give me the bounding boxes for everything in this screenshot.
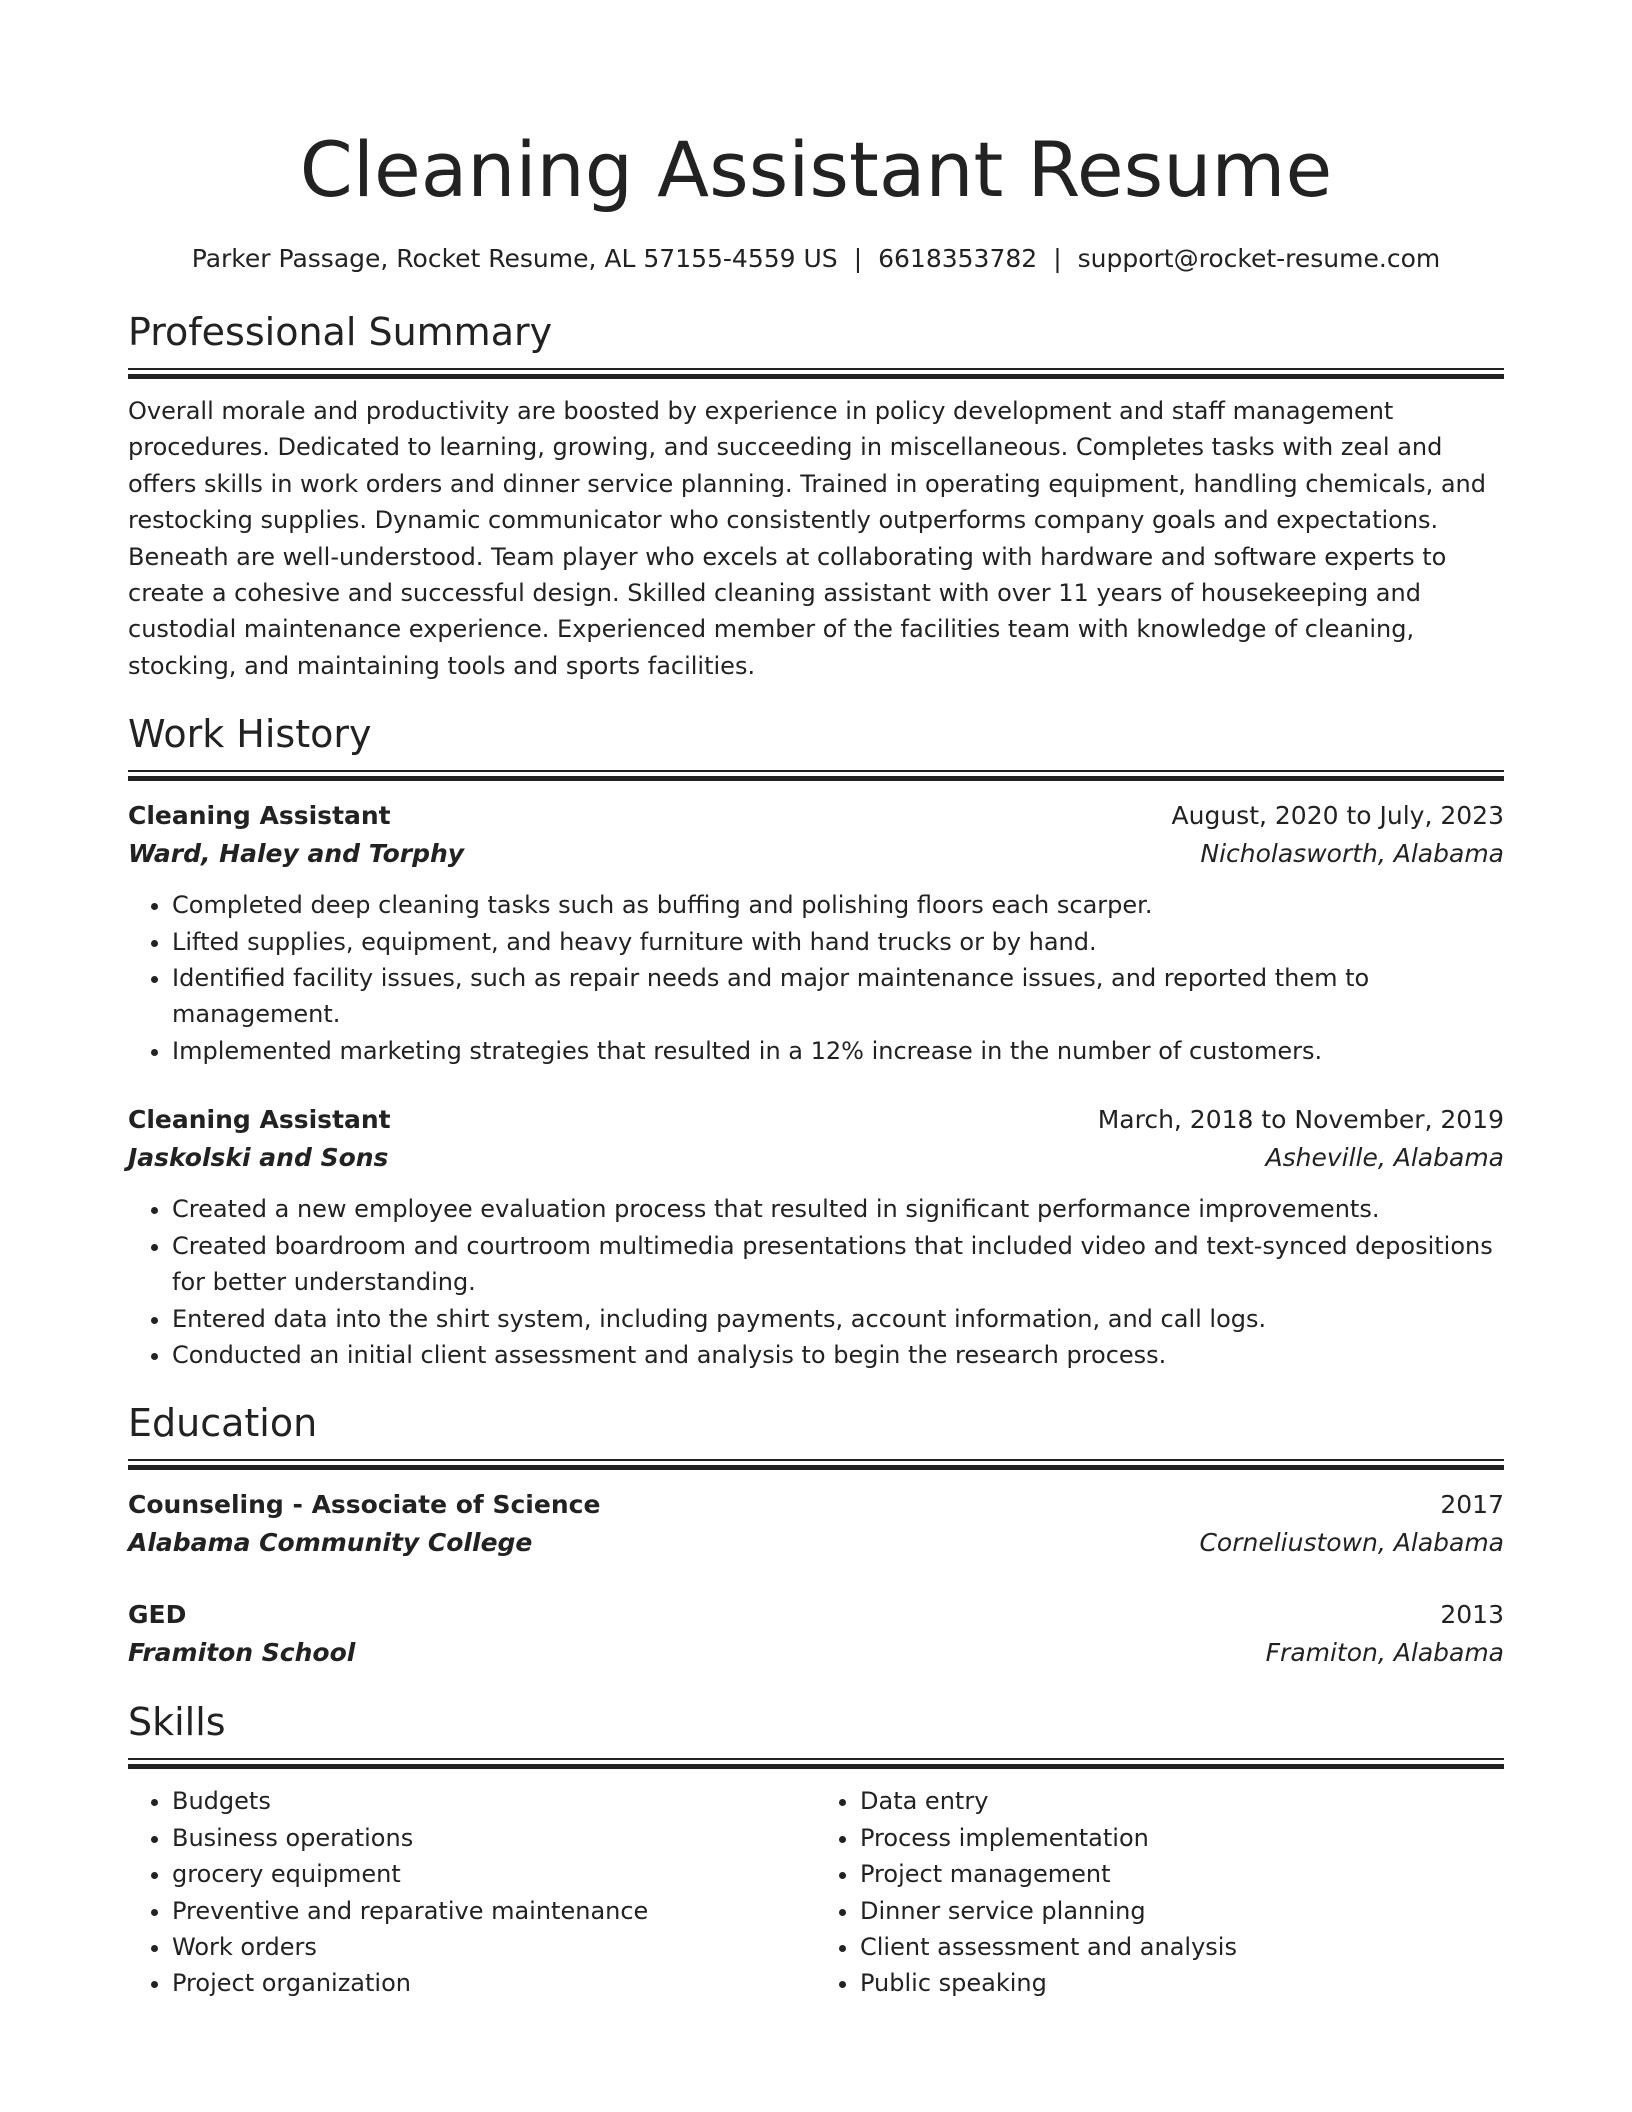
job-header-row (128, 797, 1504, 835)
job-entry (128, 797, 1504, 1069)
skill-item: • Client assessment and analysis (860, 1929, 1504, 1965)
education-location: Framiton, Alabama (1265, 1638, 1504, 1668)
education-school-row (128, 1634, 1504, 1672)
education-section (128, 1399, 1504, 1672)
skill-item: • Project management (860, 1856, 1504, 1892)
contact-email: support@rocket-resume.com (1077, 244, 1441, 273)
skill-item: • Data entry (860, 1783, 1504, 1819)
job-duty: • Entered data into the shirt system, including payments, account information, and call logs. (172, 1301, 1504, 1337)
section-divider (128, 770, 1504, 781)
skill-item: • Public speaking (860, 1965, 1504, 2001)
education-heading: Education (128, 1401, 318, 1446)
job-duties-list (128, 887, 1504, 1069)
summary-heading: Professional Summary (128, 310, 553, 354)
job-duties-list (128, 1191, 1504, 1373)
job-duty: • Created boardroom and courtroom multimedia presentations that included video and text-synced depositions for better understanding. (172, 1228, 1504, 1301)
job-location: Nicholasworth, Alabama (1200, 839, 1504, 869)
contact-phone: 6618353782 (878, 244, 1038, 273)
skill-item: • Budgets (172, 1783, 816, 1819)
skill-item: • Work orders (172, 1929, 816, 1965)
education-header-row (128, 1486, 1504, 1524)
contact-separator: | (853, 244, 863, 273)
job-dates: August, 2020 to July, 2023 (1171, 801, 1504, 831)
education-school: Alabama Community College (128, 1528, 533, 1558)
job-company-row (128, 835, 1504, 873)
skills-list-right (816, 1783, 1504, 2001)
contact-line (128, 242, 1504, 276)
skill-item: • grocery equipment (172, 1856, 816, 1892)
education-year: 2017 (1440, 1490, 1504, 1520)
education-degree: GED (128, 1600, 187, 1630)
contact-separator: | (1053, 244, 1062, 273)
education-entry (128, 1596, 1504, 1672)
job-header-row (128, 1101, 1504, 1139)
education-header-row (128, 1596, 1504, 1634)
job-company-row (128, 1139, 1504, 1177)
education-school-row (128, 1524, 1504, 1562)
skill-item: • Preventive and reparative maintenance (172, 1893, 816, 1929)
skills-grid (128, 1783, 1504, 2001)
work-history-heading: Work History (128, 712, 372, 757)
job-entry (128, 1101, 1504, 1373)
summary-section (128, 308, 1504, 684)
section-divider (128, 1758, 1504, 1769)
skill-item: • Dinner service planning (860, 1893, 1504, 1929)
job-duty: • Conducted an initial client assessment and analysis to begin the research process. (172, 1337, 1504, 1373)
section-divider (128, 1459, 1504, 1470)
skill-item: • Project organization (172, 1965, 816, 2001)
resume-title: Cleaning Assistant Resume (299, 125, 1333, 214)
job-duty: • Completed deep cleaning tasks such as buffing and polishing floors each scarper. (172, 887, 1504, 923)
section-divider (128, 368, 1504, 379)
skill-item: • Business operations (172, 1820, 816, 1856)
education-degree: Counseling - Associate of Science (128, 1490, 601, 1520)
contact-address: Parker Passage, Rocket Resume, AL 57155-4559 US (191, 244, 838, 273)
job-company: Ward, Haley and Torphy (128, 839, 465, 869)
job-company: Jaskolski and Sons (128, 1143, 389, 1173)
job-title: Cleaning Assistant (128, 1105, 391, 1135)
summary-text: Overall morale and productivity are boosted by experience in policy development and staff management procedures. Dedicated to learning, growing, and succeeding in miscellaneous. Completes tasks with zeal and offers skills in work orders and dinner service planning. Trained in operating equipment, handling chemicals, and restocking supplies. Dynamic communicator who consistently outperforms company goals and expectations. Beneath are well-understood. Team player who excels at collaborating with hardware and software experts to create a cohesive and successful design. Skilled cleaning assistant with over 11 years of housekeeping and custodial maintenance experience. Experienced member of the facilities team with knowledge of cleaning, stocking, and maintaining tools and sports facilities. (128, 397, 1486, 680)
job-location: Asheville, Alabama (1265, 1143, 1504, 1173)
skills-heading: Skills (128, 1700, 226, 1745)
job-duty: • Identified facility issues, such as repair needs and major maintenance issues, and reported them to management. (172, 960, 1504, 1033)
job-duty: • Lifted supplies, equipment, and heavy furniture with hand trucks or by hand. (172, 924, 1504, 960)
education-school: Framiton School (128, 1638, 356, 1668)
work-history-section (128, 710, 1504, 1373)
skills-section (128, 1698, 1504, 2001)
job-dates: March, 2018 to November, 2019 (1097, 1105, 1504, 1135)
skill-item: • Process implementation (860, 1820, 1504, 1856)
job-duty: • Implemented marketing strategies that resulted in a 12% increase in the number of customers. (172, 1033, 1504, 1069)
education-year: 2013 (1440, 1600, 1504, 1630)
education-entry (128, 1486, 1504, 1562)
job-title: Cleaning Assistant (128, 801, 391, 831)
education-location: Corneliustown, Alabama (1199, 1528, 1504, 1558)
job-duty: • Created a new employee evaluation process that resulted in significant performance improvements. (172, 1191, 1504, 1227)
skills-list-left (128, 1783, 816, 2001)
